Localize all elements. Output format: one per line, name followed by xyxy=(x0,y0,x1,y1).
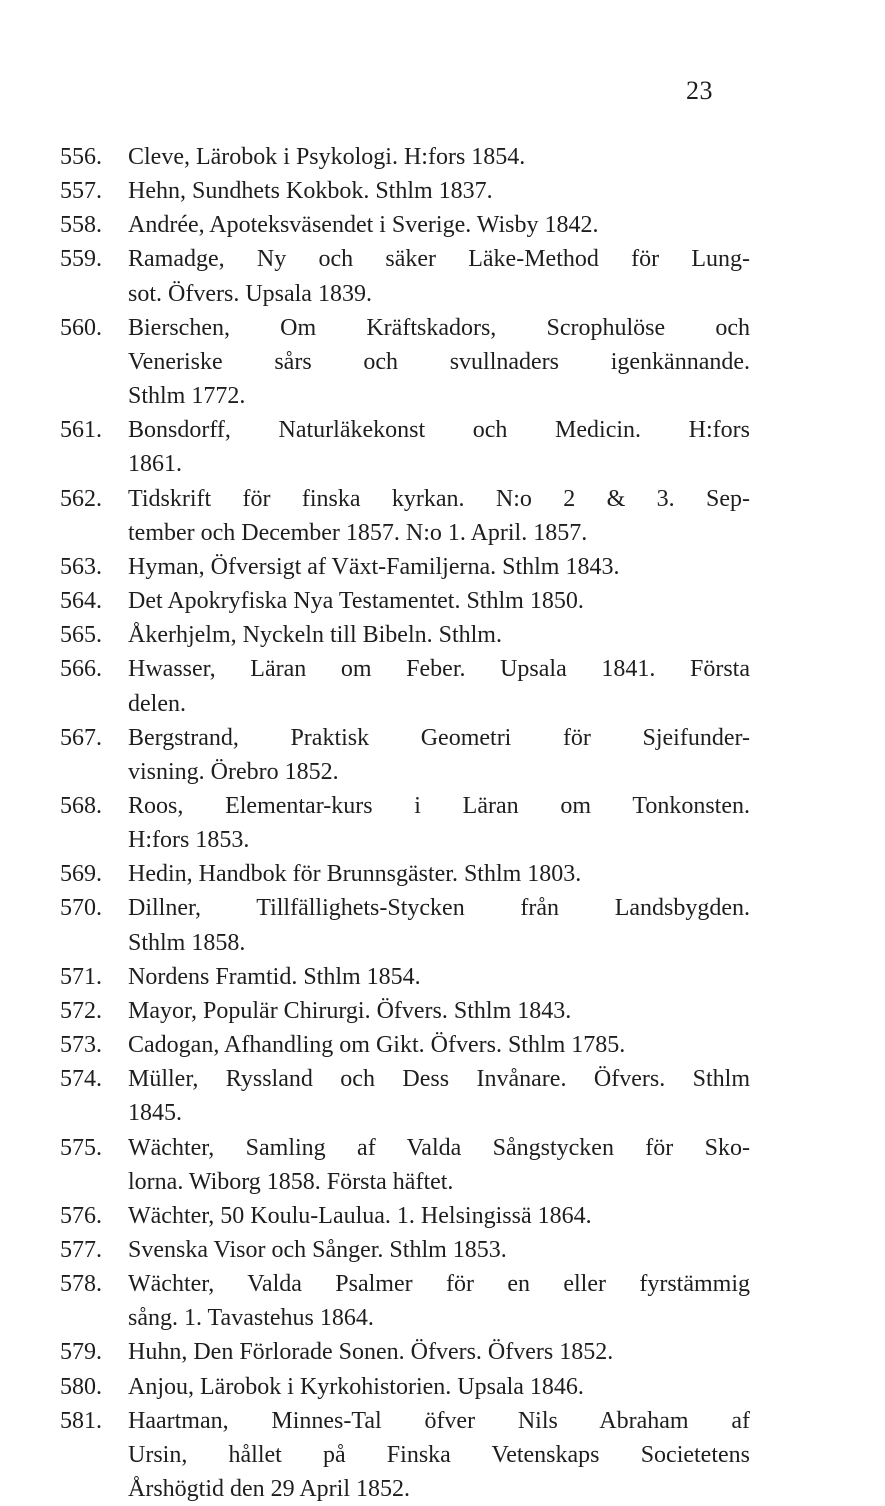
entry-text-line: sot. Öfvers. Upsala 1839. xyxy=(128,280,372,307)
catalogue-entry xyxy=(60,1370,750,1404)
entry-text-line: Müller, Ryssland och Dess Invånare. Öfvers. Sthlm xyxy=(128,1066,750,1093)
entry-number: 559. xyxy=(60,246,102,273)
entry-text-line: Tidskrift för finska kyrkan. N:o 2 & 3. Sep- xyxy=(128,485,750,512)
catalogue-entry xyxy=(60,1233,750,1267)
entry-text xyxy=(128,140,750,174)
entry-number: 576. xyxy=(60,1202,102,1229)
entry-text-line: 1861. xyxy=(128,451,182,478)
entry-text xyxy=(128,413,750,481)
entry-number: 560. xyxy=(60,314,102,341)
entry-text-line: Sthlm 1858. xyxy=(128,929,246,956)
catalogue-entry xyxy=(60,1062,750,1130)
entry-text xyxy=(128,584,750,618)
entry-text xyxy=(128,208,750,242)
catalogue-entry xyxy=(60,1199,750,1233)
catalogue-entry xyxy=(60,960,750,994)
catalogue-entry xyxy=(60,618,750,652)
catalogue-entry xyxy=(60,482,750,550)
entry-text-line: Haartman, Minnes-Tal öfver Nils Abraham af xyxy=(128,1407,750,1434)
entry-text-line: Ramadge, Ny och säker Läke-Method för Lung- xyxy=(128,246,750,273)
entry-text-line: Andrée, Apoteksväsendet i Sverige. Wisby 1842. xyxy=(128,212,599,239)
catalogue-entry-list xyxy=(60,140,750,1506)
catalogue-entry xyxy=(60,1404,750,1506)
entry-number: 580. xyxy=(60,1373,102,1400)
entry-number: 581. xyxy=(60,1407,102,1434)
entry-text xyxy=(128,174,750,208)
entry-text-line: Huhn, Den Förlorade Sonen. Öfvers. Öfvers 1852. xyxy=(128,1339,614,1366)
catalogue-entry xyxy=(60,311,750,413)
catalogue-entry xyxy=(60,994,750,1028)
catalogue-entry xyxy=(60,208,750,242)
catalogue-entry xyxy=(60,1267,750,1335)
entry-number: 556. xyxy=(60,144,102,170)
entry-text xyxy=(128,994,750,1028)
entry-text-line: Anjou, Lärobok i Kyrkohistorien. Upsala 1846. xyxy=(128,1373,584,1400)
catalogue-entry xyxy=(60,652,750,720)
entry-number: 558. xyxy=(60,212,102,239)
entry-number: 564. xyxy=(60,588,102,615)
entry-text-line: Nordens Framtid. Sthlm 1854. xyxy=(128,963,421,990)
entry-text-line: Dillner, Tillfällighets-Stycken från Landsbygden. xyxy=(128,895,750,922)
entry-number: 561. xyxy=(60,417,102,444)
entry-text xyxy=(128,1335,750,1369)
entry-text xyxy=(128,1370,750,1404)
entry-number: 562. xyxy=(60,485,102,512)
entry-text-line: 1845. xyxy=(128,1100,182,1127)
entry-number: 571. xyxy=(60,963,102,990)
entry-text-line: Hehn, Sundhets Kokbok. Sthlm 1837. xyxy=(128,178,493,205)
entry-text xyxy=(128,789,750,857)
entry-text-line: Bonsdorff, Naturläkekonst och Medicin. H:fors xyxy=(128,417,750,444)
catalogue-entry xyxy=(60,1028,750,1062)
entry-number: 578. xyxy=(60,1271,102,1298)
entry-text-line: Sthlm 1772. xyxy=(128,383,246,410)
entry-number: 568. xyxy=(60,792,102,819)
catalogue-entry xyxy=(60,789,750,857)
entry-text-line: Hwasser, Läran om Feber. Upsala 1841. Första xyxy=(128,656,750,683)
entry-text xyxy=(128,891,750,959)
catalogue-entry xyxy=(60,1335,750,1369)
entry-number: 565. xyxy=(60,622,102,649)
entry-text xyxy=(128,1404,750,1506)
entry-text-line: sång. 1. Tavastehus 1864. xyxy=(128,1305,374,1332)
catalogue-entry xyxy=(60,891,750,959)
entry-text xyxy=(128,1028,750,1062)
entry-text xyxy=(128,857,750,891)
entry-number: 573. xyxy=(60,1032,102,1059)
catalogue-entry xyxy=(60,584,750,618)
entry-text-line: Wächter, Valda Psalmer för en eller fyrstämmig xyxy=(128,1271,750,1298)
catalogue-entry xyxy=(60,550,750,584)
entry-text xyxy=(128,482,750,550)
catalogue-entry xyxy=(60,413,750,481)
catalogue-entry xyxy=(60,721,750,789)
entry-text xyxy=(128,242,750,310)
entry-text-line: Wächter, Samling af Valda Sångstycken för Sko- xyxy=(128,1134,750,1161)
entry-text-line: Ursin, hållet på Finska Vetenskaps Societetens xyxy=(128,1441,750,1468)
entry-number: 563. xyxy=(60,553,102,580)
entry-number: 567. xyxy=(60,724,102,751)
entry-text-line: Hyman, Öfversigt af Växt-Familjerna. Sthlm 1843. xyxy=(128,553,620,580)
entry-text xyxy=(128,550,750,584)
entry-number: 577. xyxy=(60,1237,102,1263)
entry-text-line: visning. Örebro 1852. xyxy=(128,758,339,785)
entry-text-line: Hedin, Handbok för Brunnsgäster. Sthlm 1803. xyxy=(128,861,582,888)
entry-text xyxy=(128,960,750,994)
entry-text-line: Cadogan, Afhandling om Gikt. Öfvers. Sthlm 1785. xyxy=(128,1032,626,1059)
entry-text-line: Svenska Visor och Sånger. Sthlm 1853. xyxy=(128,1237,507,1263)
entry-text-line: H:fors 1853. xyxy=(128,827,250,854)
entry-text-line: delen. xyxy=(128,690,186,717)
entry-number: 570. xyxy=(60,895,102,922)
catalogue-entry xyxy=(60,174,750,208)
entry-number: 566. xyxy=(60,656,102,683)
entry-text xyxy=(128,311,750,413)
entry-text xyxy=(128,1199,750,1233)
entry-number: 579. xyxy=(60,1339,102,1366)
entry-text xyxy=(128,652,750,720)
entry-text-line: Bierschen, Om Kräftskadors, Scrophulöse och xyxy=(128,314,750,341)
entry-text xyxy=(128,1267,750,1335)
entry-text-line: Åkerhjelm, Nyckeln till Bibeln. Sthlm. xyxy=(128,622,502,649)
catalogue-entry xyxy=(60,857,750,891)
entry-number: 569. xyxy=(60,861,102,888)
entry-text-line: Mayor, Populär Chirurgi. Öfvers. Sthlm 1843. xyxy=(128,997,572,1024)
entry-number: 557. xyxy=(60,178,102,205)
entry-text xyxy=(128,618,750,652)
catalogue-entry xyxy=(60,140,750,174)
entry-text xyxy=(128,1131,750,1199)
entry-text-line: Det Apokryfiska Nya Testamentet. Sthlm 1850. xyxy=(128,588,584,615)
page-number: 23 xyxy=(686,76,713,105)
catalogue-entry xyxy=(60,1131,750,1199)
entry-text-line: Bergstrand, Praktisk Geometri för Sjeifunder- xyxy=(128,724,750,751)
entry-text xyxy=(128,1233,750,1267)
entry-text-line: Wächter, 50 Koulu-Laulua. 1. Helsingissä 1864. xyxy=(128,1202,592,1229)
entry-text xyxy=(128,721,750,789)
entry-text-line: Cleve, Lärobok i Psykologi. H:fors 1854. xyxy=(128,144,526,170)
catalogue-entry xyxy=(60,242,750,310)
entry-text-line: Veneriske sårs och svullnaders igenkännande. xyxy=(128,348,750,375)
entry-number: 572. xyxy=(60,997,102,1024)
entry-number: 575. xyxy=(60,1134,102,1161)
entry-text xyxy=(128,1062,750,1130)
entry-text-line: Roos, Elementar-kurs i Läran om Tonkonsten. xyxy=(128,792,750,819)
entry-text-line: lorna. Wiborg 1858. Första häftet. xyxy=(128,1168,454,1195)
entry-text-line: tember och December 1857. N:o 1. April. 1857. xyxy=(128,519,588,546)
entry-text-line: Årshögtid den 29 April 1852. xyxy=(128,1476,410,1503)
entry-number: 574. xyxy=(60,1066,102,1093)
